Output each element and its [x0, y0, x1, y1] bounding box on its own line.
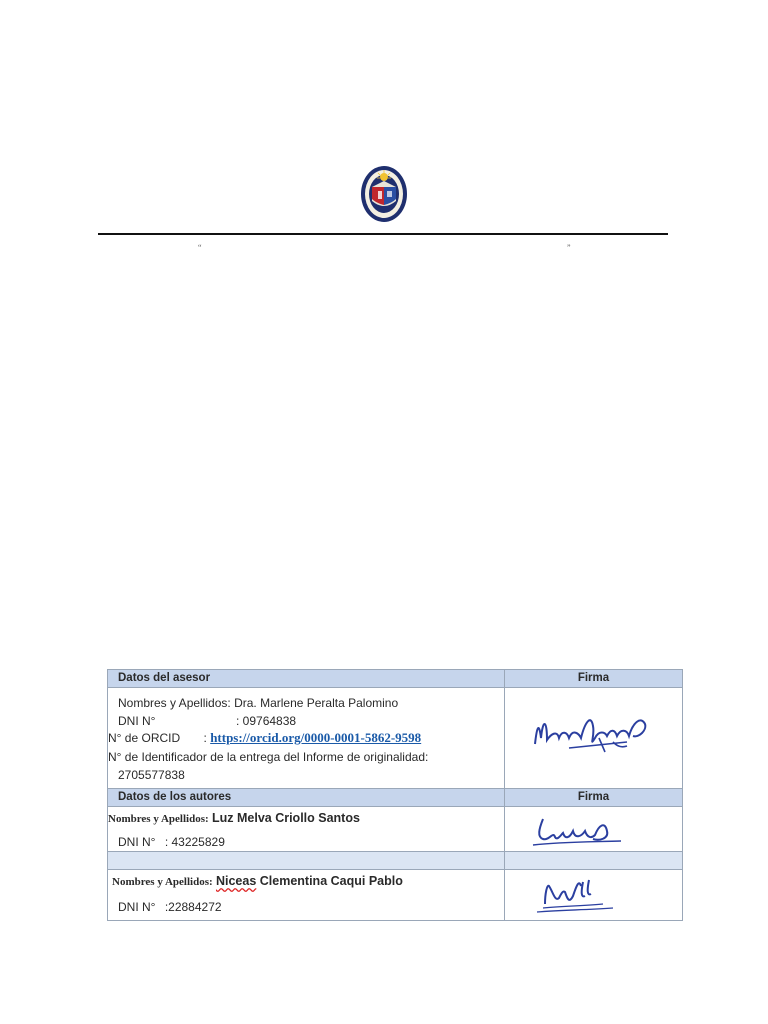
advisor-signature-cell [505, 688, 683, 789]
advisor-dni-value: : 09764838 [236, 714, 297, 728]
author-2-name-label: Nombres y Apellidos: [112, 876, 213, 888]
advisor-orcid-line [108, 730, 421, 746]
author-2-name-rest: Clementina Caqui Pablo [256, 874, 403, 888]
authors-header-row [108, 789, 683, 807]
author-1-name-label: Nombres y Apellidos: [108, 813, 209, 825]
advisor-orcid-link[interactable]: https://orcid.org/0000-0001-5862-9598 [210, 730, 422, 745]
advisor-submission-line [108, 750, 428, 764]
author-2-name-first: Niceas [215, 874, 257, 888]
author-2-name-line [112, 874, 403, 888]
advisor-row [108, 688, 683, 789]
author-1-name-line [108, 811, 360, 825]
authors-signature-header: Firma [577, 791, 610, 803]
advisor-header-label: Datos del asesor [118, 672, 211, 684]
author-1-dni-line [118, 835, 225, 849]
advisor-authors-table [107, 669, 683, 921]
advisor-header-row [108, 670, 683, 688]
spacer-row [108, 852, 683, 870]
advisor-orcid-sep: : [203, 731, 207, 745]
advisor-submission-label: N° de Identificador de la entrega del Informe de originalidad: [108, 750, 429, 764]
author-1-signature-cell [505, 807, 683, 852]
advisor-dni-label: DNI N° [118, 714, 156, 728]
author-1-dni-label: DNI N° [118, 835, 156, 849]
header-rule [98, 233, 668, 235]
author-row-1 [108, 807, 683, 852]
advisor-dni-line [118, 714, 297, 728]
author-2-dni-line [118, 900, 222, 914]
advisor-submission-value: 2705577838 [118, 768, 185, 782]
author-2-dni-label: DNI N° [118, 900, 156, 914]
authors-header-label: Datos de los autores [118, 791, 232, 803]
university-seal-logo [360, 165, 408, 223]
author-2-data-cell [108, 870, 505, 921]
advisor-name-line [118, 696, 398, 710]
advisor-data-cell [108, 688, 505, 789]
close-quote: ” [567, 243, 571, 252]
author-row-2 [108, 870, 683, 921]
advisor-signature-image [529, 708, 659, 758]
author-1-signature-image [529, 811, 629, 851]
open-quote: “ [198, 243, 202, 252]
advisor-name-label: Nombres y Apellidos: [118, 696, 231, 710]
author-2-signature-image [533, 874, 623, 918]
author-1-dni-value: : 43225829 [164, 835, 225, 849]
author-1-data-cell [108, 807, 505, 852]
advisor-signature-header: Firma [577, 672, 610, 684]
author-1-name-value: Luz Melva Criollo Santos [211, 811, 360, 825]
advisor-orcid-label: N° de ORCID [108, 731, 181, 745]
author-2-dni-value: :22884272 [164, 900, 222, 914]
advisor-name-value: Dra. Marlene Peralta Palomino [234, 696, 399, 710]
author-2-signature-cell [505, 870, 683, 921]
